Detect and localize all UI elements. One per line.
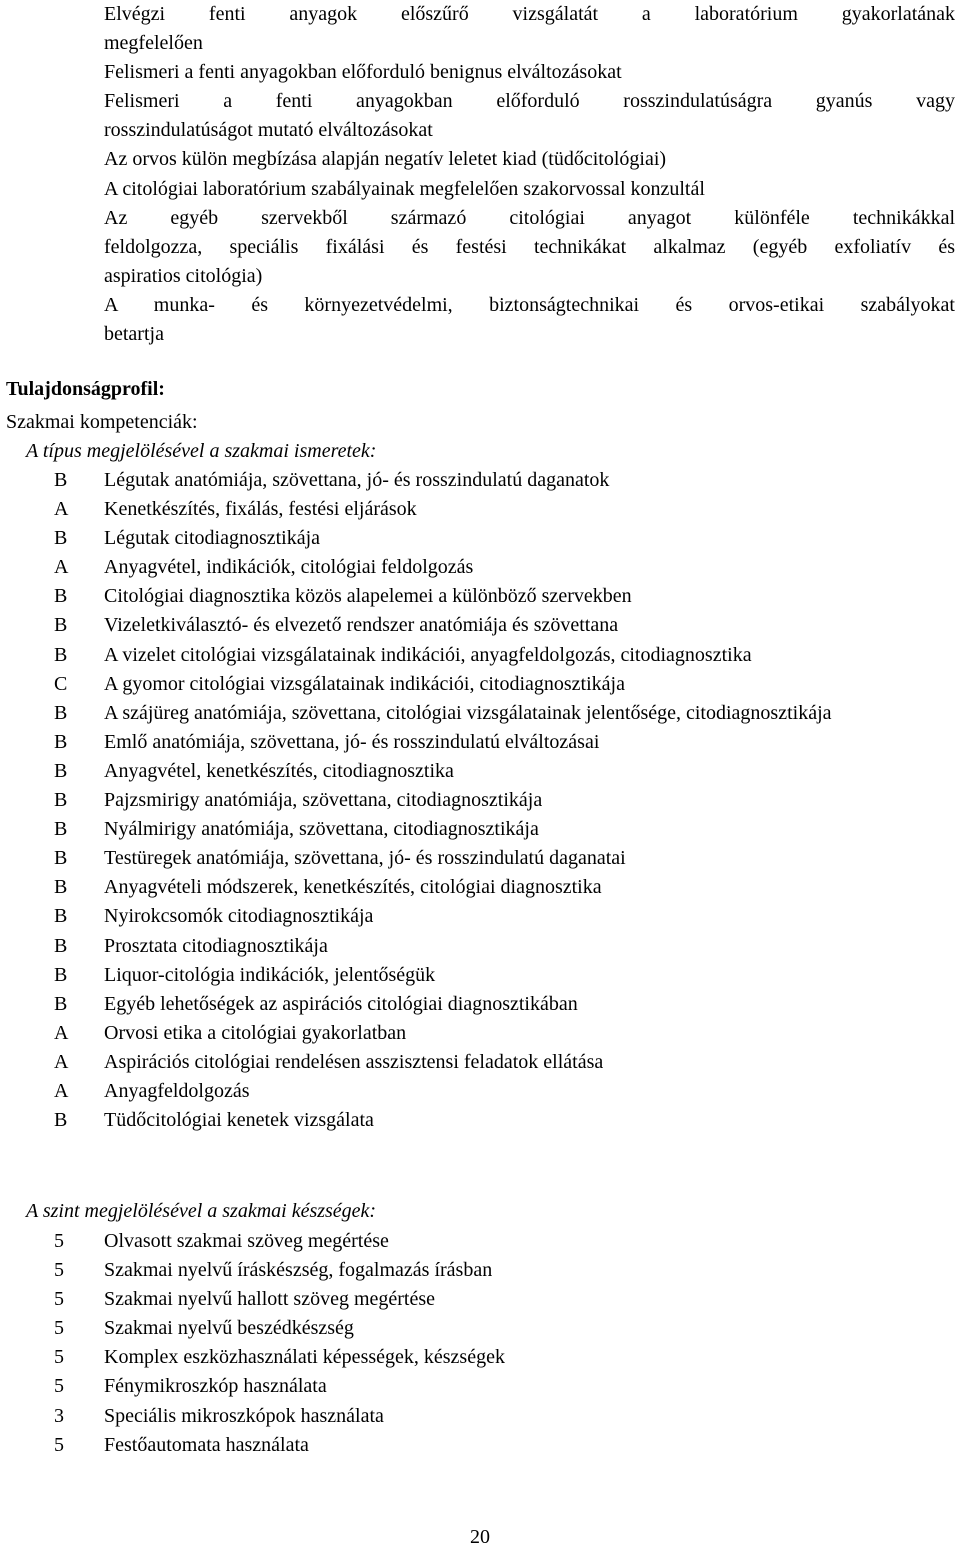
- section-subheading: Szakmai kompetenciák:: [6, 411, 198, 433]
- item-text: Légutak anatómiája, szövettana, jó- és rosszindulatú daganatok: [104, 469, 610, 491]
- knowledge-item: [0, 961, 960, 990]
- item-text: Szakmai nyelvű hallott szöveg megértése: [104, 1288, 436, 1311]
- item-code: B: [54, 876, 68, 899]
- intro-line: Az orvos külön megbízása alapján negatív leletet kiad (tüdőcitológiai): [104, 148, 667, 171]
- item-code: 5: [54, 1433, 64, 1456]
- item-code: B: [54, 469, 68, 491]
- knowledge-item: [0, 728, 960, 757]
- intro-line: Elvégzi fenti anyagok előszűrő vizsgálatát a laboratórium gyakorlatának: [104, 3, 955, 25]
- section-heading: Tulajdonságprofil:: [6, 378, 165, 400]
- item-text: A gyomor citológiai vizsgálatainak indikációi, citodiagnosztikája: [104, 672, 625, 695]
- intro-line: A munka- és környezetvédelmi, biztonságtechnikai és orvos-etikai szabályokat: [104, 293, 955, 316]
- item-text: A szájüreg anatómiája, szövettana, citológiai vizsgálatainak jelentősége, citodiagnosztikája: [104, 701, 832, 724]
- intro-line: megfelelően: [104, 32, 203, 55]
- skills-title: A szint megjelölésével a szakmai készségek:: [26, 1200, 377, 1222]
- intro-line: Felismeri a fenti anyagokban előforduló rosszindulatúságra gyanús vagy: [104, 90, 955, 113]
- item-text: Vizeletkiválasztó- és elvezető rendszer anatómiája és szövettana: [104, 614, 619, 637]
- item-text: Szakmai nyelvű íráskészség, fogalmazás írásban: [104, 1259, 493, 1282]
- item-code: A: [54, 1079, 69, 1102]
- item-text: Orvosi etika a citológiai gyakorlatban: [104, 1021, 407, 1044]
- item-text: Liquor-citológia indikációk, jelentőségük: [104, 963, 436, 986]
- intro-line: rosszindulatúságot mutató elváltozásokat: [104, 119, 433, 142]
- item-text: Citológiai diagnosztika közös alapelemei a különböző szervekben: [104, 585, 632, 608]
- item-code: 5: [54, 1375, 64, 1398]
- knowledge-item: [0, 902, 960, 931]
- item-code: 5: [54, 1317, 64, 1340]
- skill-item: [0, 1402, 960, 1431]
- item-text: Pajzsmirigy anatómiája, szövettana, citodiagnosztikája: [104, 789, 543, 812]
- skill-item: [0, 1256, 960, 1285]
- knowledge-item: [0, 844, 960, 873]
- item-text: A vizelet citológiai vizsgálatainak indikációi, anyagfeldolgozás, citodiagnosztika: [104, 643, 752, 666]
- knowledge-item: [0, 553, 960, 582]
- item-text: Szakmai nyelvű beszédkészség: [104, 1317, 354, 1340]
- knowledge-item: [0, 815, 960, 844]
- item-text: Egyéb lehetőségek az aspirációs citológiai diagnosztikában: [104, 992, 578, 1015]
- knowledge-item: [0, 495, 960, 524]
- item-text: Nyálmirigy anatómiája, szövettana, citodiagnosztikája: [104, 818, 539, 841]
- knowledge-item: [0, 1048, 960, 1077]
- item-code: 5: [54, 1230, 64, 1252]
- item-code: C: [54, 672, 68, 695]
- knowledge-item: [0, 670, 960, 699]
- item-text: Anyagvétel, kenetkészítés, citodiagnosztika: [104, 759, 454, 782]
- item-text: Festőautomata használata: [104, 1433, 309, 1456]
- item-code: B: [54, 730, 68, 753]
- item-code: B: [54, 847, 68, 870]
- intro-line: Az egyéb szervekből származó citológiai anyagot különféle technikákkal: [104, 206, 955, 229]
- knowledge-title: A típus megjelölésével a szakmai ismeretek:: [26, 440, 377, 462]
- item-code: B: [54, 527, 68, 550]
- item-code: B: [54, 789, 68, 812]
- knowledge-item: [0, 699, 960, 728]
- item-text: Speciális mikroszkópok használata: [104, 1404, 384, 1427]
- item-code: A: [54, 1021, 69, 1044]
- item-code: B: [54, 759, 68, 782]
- item-text: Tüdőcitológiai kenetek vizsgálata: [104, 1109, 374, 1132]
- knowledge-item: [0, 932, 960, 961]
- intro-line: feldolgozza, speciális fixálási és festési technikákat alkalmaz (egyéb exfoliatív és: [104, 235, 955, 258]
- item-code: B: [54, 1109, 68, 1132]
- skill-item: [0, 1285, 960, 1314]
- knowledge-item: [0, 786, 960, 815]
- item-text: Emlő anatómiája, szövettana, jó- és rosszindulatú elváltozásai: [104, 730, 600, 753]
- skill-item: [0, 1227, 960, 1256]
- knowledge-item: [0, 1019, 960, 1048]
- intro-paragraphs: [104, 0, 955, 349]
- item-code: 5: [54, 1346, 64, 1369]
- item-code: B: [54, 585, 68, 608]
- item-code: 5: [54, 1259, 64, 1282]
- item-code: B: [54, 963, 68, 986]
- item-code: B: [54, 701, 68, 724]
- item-text: Prosztata citodiagnosztikája: [104, 934, 328, 957]
- knowledge-item: [0, 1106, 960, 1135]
- item-code: A: [54, 556, 69, 579]
- knowledge-item: [0, 524, 960, 553]
- skill-item: [0, 1372, 960, 1401]
- intro-line: Felismeri a fenti anyagokban előforduló benignus elváltozásokat: [104, 61, 622, 84]
- item-text: Fénymikroszkóp használata: [104, 1375, 327, 1398]
- item-code: A: [54, 498, 69, 521]
- page-number: 20: [470, 1526, 490, 1548]
- knowledge-list: [0, 466, 960, 1135]
- knowledge-item: [0, 990, 960, 1019]
- knowledge-item: [0, 873, 960, 902]
- item-code: B: [54, 614, 68, 637]
- item-code: B: [54, 992, 68, 1015]
- item-text: Olvasott szakmai szöveg megértése: [104, 1230, 389, 1252]
- knowledge-item: [0, 641, 960, 670]
- item-text: Kenetkészítés, fixálás, festési eljárások: [104, 498, 417, 521]
- item-code: B: [54, 934, 68, 957]
- skill-item: [0, 1343, 960, 1372]
- intro-line: aspiratios citológia): [104, 264, 263, 287]
- skill-item: [0, 1314, 960, 1343]
- item-text: Légutak citodiagnosztikája: [104, 527, 321, 550]
- item-text: Anyagfeldolgozás: [104, 1079, 250, 1102]
- intro-line: A citológiai laboratórium szabályainak megfelelően szakorvossal konzultál: [104, 177, 705, 200]
- knowledge-item: [0, 1077, 960, 1106]
- knowledge-item: [0, 757, 960, 786]
- item-text: Nyirokcsomók citodiagnosztikája: [104, 905, 374, 928]
- item-code: B: [54, 643, 68, 666]
- knowledge-item: [0, 466, 960, 495]
- knowledge-item: [0, 582, 960, 611]
- intro-line: betartja: [104, 323, 164, 346]
- item-text: Aspirációs citológiai rendelésen asszisztensi feladatok ellátása: [104, 1050, 604, 1073]
- item-code: 3: [54, 1404, 64, 1427]
- item-code: B: [54, 905, 68, 928]
- item-code: B: [54, 818, 68, 841]
- item-text: Anyagvétel, indikációk, citológiai feldolgozás: [104, 556, 474, 579]
- knowledge-item: [0, 611, 960, 640]
- skills-list: [0, 1227, 960, 1460]
- item-text: Testüregek anatómiája, szövettana, jó- és rosszindulatú daganatai: [104, 847, 626, 870]
- item-code: 5: [54, 1288, 64, 1311]
- item-text: Anyagvételi módszerek, kenetkészítés, citológiai diagnosztika: [104, 876, 602, 899]
- item-text: Komplex eszközhasználati képességek, készségek: [104, 1346, 505, 1369]
- skill-item: [0, 1431, 960, 1460]
- item-code: A: [54, 1050, 69, 1073]
